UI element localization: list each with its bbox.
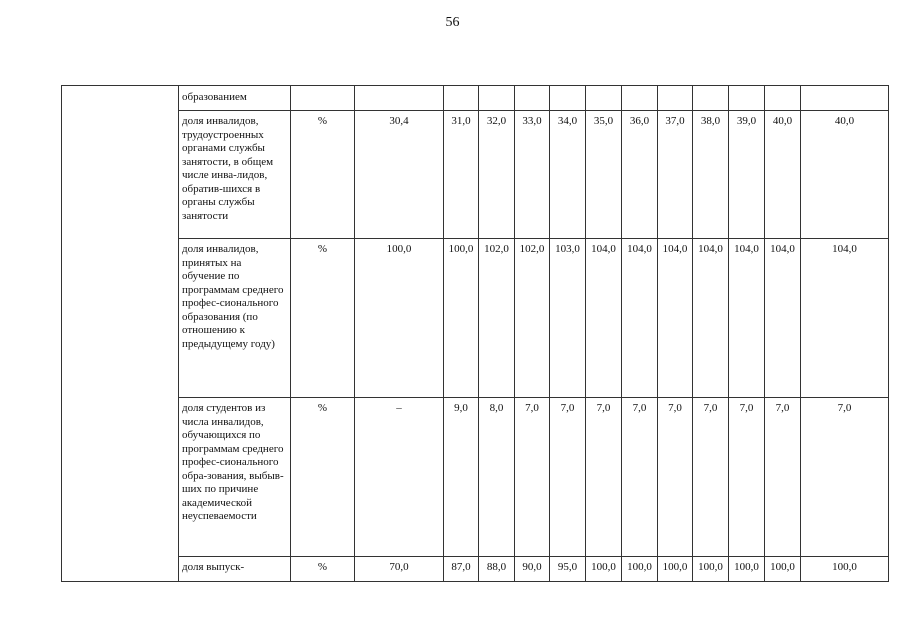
value-cell: 104,0	[586, 239, 622, 398]
value-cell: 9,0	[444, 398, 479, 557]
value-cell: –	[355, 398, 444, 557]
value-cell: 36,0	[622, 111, 658, 239]
value-cell: 102,0	[479, 239, 515, 398]
value-cell: 100,0	[693, 557, 729, 582]
value-cell: 100,0	[765, 557, 801, 582]
value-cell: 7,0	[550, 398, 586, 557]
value-cell: 100,0	[658, 557, 693, 582]
value-cell: 40,0	[801, 111, 889, 239]
value-cell: 7,0	[765, 398, 801, 557]
value-cell: 39,0	[729, 111, 765, 239]
value-cell: 32,0	[479, 111, 515, 239]
value-cell	[801, 86, 889, 111]
value-cell: 7,0	[801, 398, 889, 557]
value-cell: 34,0	[550, 111, 586, 239]
page-number: 56	[445, 15, 460, 30]
value-cell: 33,0	[515, 111, 550, 239]
table-row	[62, 557, 889, 582]
indicator-label: доля выпуск-	[179, 557, 291, 582]
value-cell: 7,0	[729, 398, 765, 557]
value-cell: 100,0	[355, 239, 444, 398]
unit-cell: %	[291, 398, 355, 557]
indicator-label: доля инвалидов, принятых на обучение по программам среднего профес-сионального образования (по отношению к предыдущему году)	[179, 239, 291, 398]
value-cell: 100,0	[444, 239, 479, 398]
value-cell: 7,0	[658, 398, 693, 557]
value-cell: 104,0	[801, 239, 889, 398]
unit-cell: %	[291, 557, 355, 582]
indicator-label: доля инвалидов, трудоустроенных органами службы занятости, в общем числе инва-лидов, обратив-шихся в органы службы занятости	[179, 111, 291, 239]
unit-cell	[291, 86, 355, 111]
value-cell: 38,0	[693, 111, 729, 239]
value-cell: 30,4	[355, 111, 444, 239]
value-cell	[658, 86, 693, 111]
value-cell: 7,0	[515, 398, 550, 557]
value-cell: 100,0	[586, 557, 622, 582]
value-cell: 104,0	[765, 239, 801, 398]
value-cell	[479, 86, 515, 111]
value-cell	[550, 86, 586, 111]
value-cell	[515, 86, 550, 111]
value-cell: 37,0	[658, 111, 693, 239]
value-cell	[693, 86, 729, 111]
value-cell	[729, 86, 765, 111]
section-cell	[62, 86, 179, 582]
value-cell: 7,0	[622, 398, 658, 557]
value-cell: 70,0	[355, 557, 444, 582]
value-cell: 103,0	[550, 239, 586, 398]
value-cell	[355, 86, 444, 111]
value-cell: 88,0	[479, 557, 515, 582]
value-cell: 102,0	[515, 239, 550, 398]
value-cell: 100,0	[622, 557, 658, 582]
value-cell: 100,0	[801, 557, 889, 582]
value-cell: 100,0	[729, 557, 765, 582]
table-row	[62, 111, 889, 239]
unit-cell: %	[291, 111, 355, 239]
table-row	[62, 239, 889, 398]
value-cell: 95,0	[550, 557, 586, 582]
indicator-label: доля студентов из числа инвалидов, обучающихся по программам среднего профес-сионального обра-зования, выбыв-ших по причине академической неуспеваемости	[179, 398, 291, 557]
value-cell: 104,0	[729, 239, 765, 398]
value-cell	[765, 86, 801, 111]
value-cell	[622, 86, 658, 111]
value-cell: 90,0	[515, 557, 550, 582]
value-cell	[444, 86, 479, 111]
value-cell: 7,0	[586, 398, 622, 557]
value-cell: 104,0	[693, 239, 729, 398]
indicator-label: образованием	[179, 86, 291, 111]
unit-cell: %	[291, 239, 355, 398]
value-cell: 8,0	[479, 398, 515, 557]
table-row	[62, 398, 889, 557]
value-cell: 104,0	[622, 239, 658, 398]
value-cell: 104,0	[658, 239, 693, 398]
table-row	[62, 86, 889, 111]
value-cell: 31,0	[444, 111, 479, 239]
value-cell: 7,0	[693, 398, 729, 557]
value-cell: 40,0	[765, 111, 801, 239]
value-cell: 87,0	[444, 557, 479, 582]
value-cell: 35,0	[586, 111, 622, 239]
indicators-table	[61, 85, 889, 582]
value-cell	[586, 86, 622, 111]
